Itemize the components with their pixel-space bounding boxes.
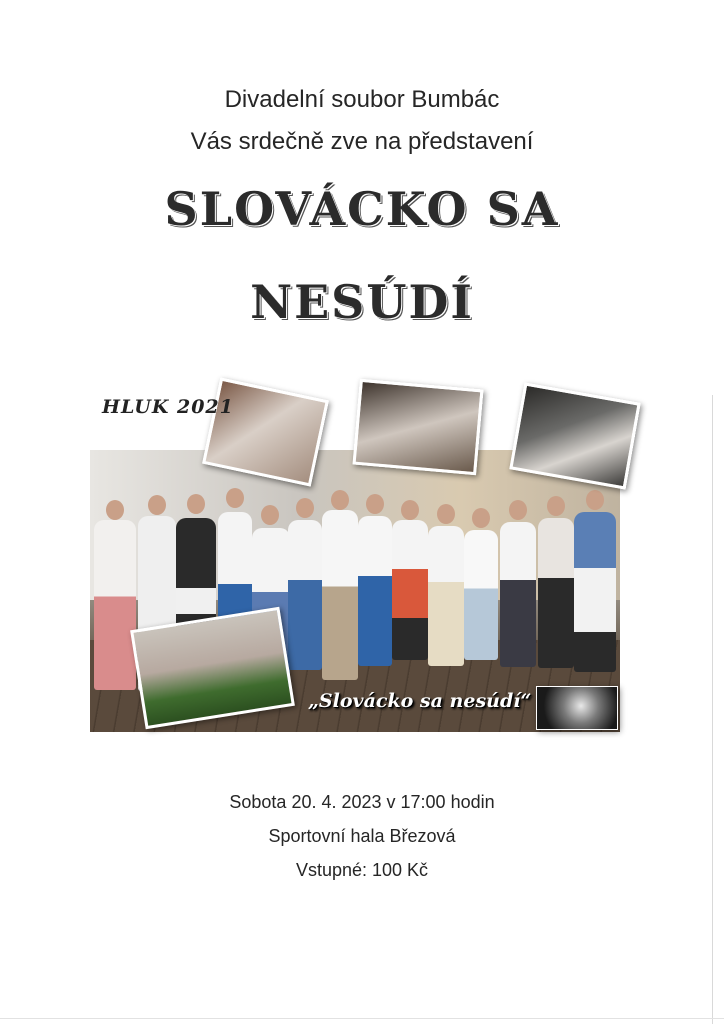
performer-head	[106, 500, 124, 520]
performer-figure	[358, 516, 392, 666]
performer-head	[226, 488, 244, 508]
performer-head	[437, 504, 455, 524]
performer-figure	[464, 530, 498, 660]
performer-head	[547, 496, 565, 516]
performer-figure	[94, 520, 136, 690]
event-venue: Sportovní hala Březová	[268, 826, 456, 846]
invitation-line: Vás srdečně zve na představení	[190, 128, 534, 155]
performer-figure	[500, 522, 536, 667]
play-title-line-2: NESÚDÍ	[250, 275, 474, 329]
performer-head	[401, 500, 419, 520]
performer-figure	[392, 520, 428, 660]
event-admission: Vstupné: 100 Kč	[295, 860, 429, 880]
organizer-line: Divadelní soubor Bumbác	[224, 86, 500, 113]
performer-figure	[574, 512, 616, 672]
performer-head	[366, 494, 384, 514]
performer-figure	[322, 510, 358, 680]
scan-edge-bottom	[0, 1018, 724, 1019]
event-date-time: Sobota 20. 4. 2023 v 17:00 hodin	[229, 792, 495, 812]
performer-head	[472, 508, 490, 528]
performer-head	[261, 505, 279, 525]
performer-head	[187, 494, 205, 514]
play-title-line-1: SLOVÁCKO SA	[164, 182, 560, 236]
performer-head	[331, 490, 349, 510]
collage-overlay-label: HLUK 2021	[102, 396, 234, 418]
performer-figure	[538, 518, 574, 668]
performer-head	[586, 490, 604, 510]
collage-caption: „Slovácko sa nesúdí“	[308, 690, 532, 712]
inset-photo-stage-light	[536, 686, 618, 730]
performer-head	[148, 495, 166, 515]
performer-head	[509, 500, 527, 520]
performer-head	[296, 498, 314, 518]
performer-figure	[288, 520, 322, 670]
inset-photo-two-men	[352, 379, 483, 475]
performer-figure	[428, 526, 464, 666]
